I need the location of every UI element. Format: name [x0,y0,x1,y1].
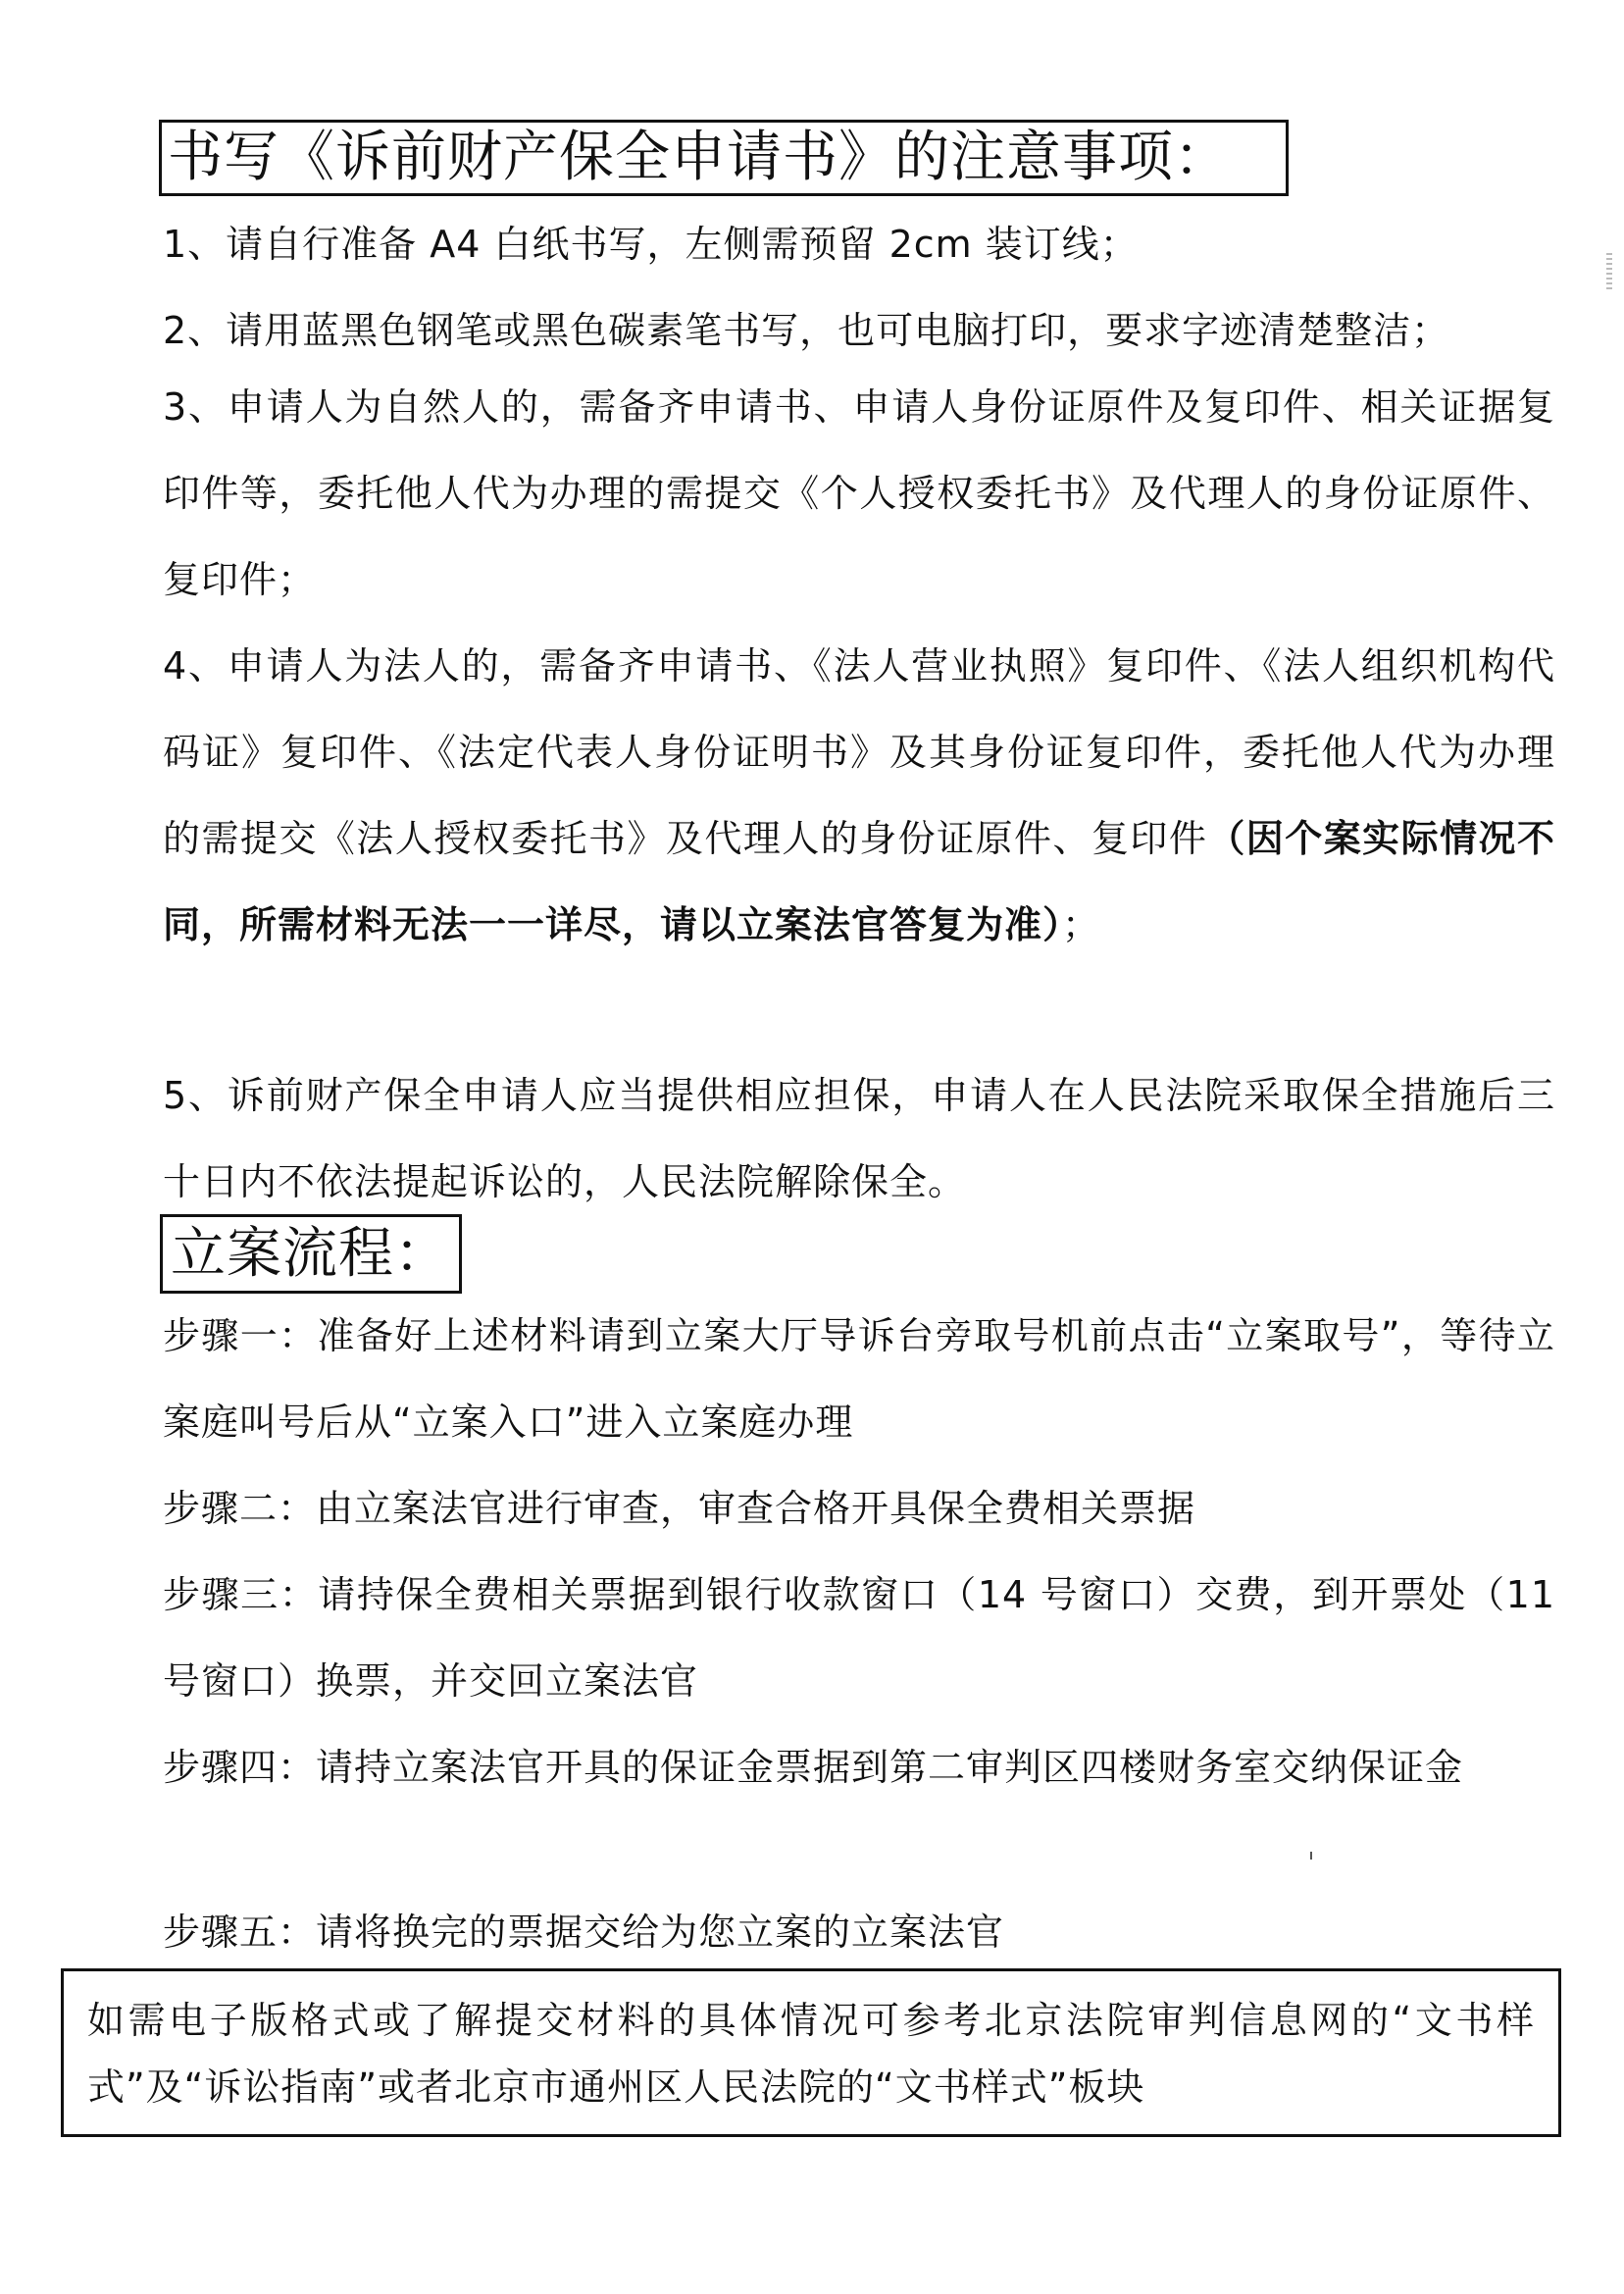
footer-note-box [61,1968,1561,2137]
process-heading: 立案流程： [160,1214,462,1294]
footer-note-text: 如需电子版格式或了解提交材料的具体情况可参考北京法院审判信息网的“文书样式”及“诉讼指南”或者北京市通州区人民法院的“文书样式”板块 [87,1999,1535,2109]
process-step-5: 步骤五：请将换完的票据交给为您立案的立案法官 [163,1911,1005,1954]
scan-dot [1310,1852,1312,1860]
notice-item-3: 3、申请人为自然人的，需备齐申请书、申请人身份证原件及复印件、相关证据复印件等，委托他人代为办理的需提交《个人授权委托书》及代理人的身份证原件、复印件； [163,385,1555,601]
notice-item-4 [163,623,1555,968]
process-step-1: 步骤一：准备好上述材料请到立案大厅导诉台旁取号机前点击“立案取号”，等待立案庭叫号后从“立案入口”进入立案庭办理 [163,1314,1555,1444]
notice-item-4-end: ； [1062,903,1101,946]
notice-item-1: 1、请自行准备 A4 白纸书写，左侧需预留 2cm 装订线； [163,223,1139,266]
notice-item-2: 2、请用蓝黑色钢笔或黑色碳素笔书写，也可电脑打印，要求字迹清楚整洁； [163,309,1450,352]
notice-item-5: 5、诉前财产保全申请人应当提供相应担保，申请人在人民法院采取保全措施后三十日内不依法提起诉讼的，人民法院解除保全。 [163,1074,1555,1203]
notice-item-4-bold-note: （因个案实际情况不同，所需材料无法一一详尽，请以立案法官答复为准） [163,817,1555,946]
process-step-2: 步骤二：由立案法官进行审查，审查合格开具保全费相关票据 [163,1487,1196,1530]
notice-heading: 书写《诉前财产保全申请书》的注意事项： [159,120,1289,196]
process-step-3: 步骤三：请持保全费相关票据到银行收款窗口（14 号窗口）交费，到开票处（11 号窗口）换票，并交回立案法官 [163,1573,1555,1703]
process-step-4: 步骤四：请持立案法官开具的保证金票据到第二审判区四楼财务室交纳保证金 [163,1746,1464,1789]
scan-artifact [1606,253,1612,292]
notice-item-4-text: 4、申请人为法人的，需备齐申请书、《法人营业执照》复印件、《法人组织机构代码证》复印件、《法定代表人身份证明书》及其身份证复印件，委托他人代为办理的需提交《法人授权委托书》及代理人的身份证原件、复印件 [163,644,1555,860]
